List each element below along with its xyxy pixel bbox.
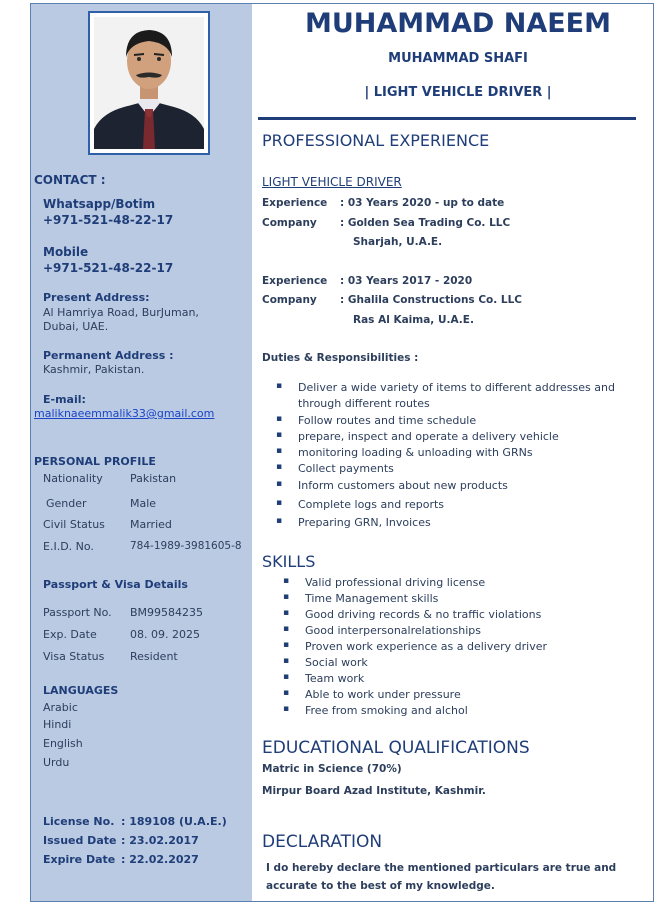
experience-heading: PROFESSIONAL EXPERIENCE xyxy=(262,131,490,150)
education-heading: EDUCATIONAL QUALIFICATIONS xyxy=(262,738,530,758)
profile-label-civil-status: Civil Status xyxy=(43,518,105,531)
profile-photo xyxy=(88,11,210,155)
language-item: Hindi xyxy=(43,718,72,731)
job1-exp-value: : 03 Years 2020 - up to date xyxy=(340,197,505,209)
skill-item: ▪ Able to work under pressure xyxy=(305,688,547,704)
job1-company-value: : Golden Sea Trading Co. LLC xyxy=(340,217,511,229)
permanent-address-label: Permanent Address : xyxy=(43,349,174,362)
portrait-image xyxy=(94,17,204,149)
skill-item: ▪ Free from smoking and alchol xyxy=(305,704,547,720)
passport-value-exp: 08. 09. 2025 xyxy=(130,628,200,641)
education-degree: Matric in Science (70%) xyxy=(262,763,402,775)
full-name: MUHAMMAD NAEEM xyxy=(305,8,611,39)
profile-value-nationality: Pakistan xyxy=(130,472,177,485)
duty-item: ▪ Inform customers about new products xyxy=(298,479,615,498)
whatsapp-number[interactable]: +971-521-48-22-17 xyxy=(43,213,174,227)
header-divider xyxy=(258,117,636,120)
license-value-expire: : 22.02.2027 xyxy=(121,853,199,866)
job-title: | LIGHT VEHICLE DRIVER | xyxy=(364,85,552,100)
contact-heading: CONTACT : xyxy=(34,173,106,187)
language-item: English xyxy=(43,737,83,750)
passport-value-visa: Resident xyxy=(130,650,178,663)
skill-item: ▪ Social work xyxy=(305,656,547,672)
skills-list xyxy=(305,576,547,720)
skill-item: ▪ Valid professional driving license xyxy=(305,576,547,592)
license-label-expire: Expire Date xyxy=(43,853,116,866)
job1-exp-label: Experience xyxy=(262,197,328,209)
skill-item: ▪ Proven work experience as a delivery driver xyxy=(305,640,547,656)
job1-company-label: Company xyxy=(262,217,317,229)
duty-item: ▪ monitoring loading & unloading with GRNs xyxy=(298,446,615,462)
profile-label-gender: Gender xyxy=(46,497,87,510)
skill-item: ▪ Time Management skills xyxy=(305,592,547,608)
profile-value-civil-status: Married xyxy=(130,518,172,531)
skill-item: ▪ Team work xyxy=(305,672,547,688)
personal-profile-heading: PERSONAL PROFILE xyxy=(34,455,156,468)
passport-heading: Passport & Visa Details xyxy=(43,578,188,591)
duty-item: ▪ Deliver a wide variety of items to different addresses and xyxy=(298,381,615,397)
job2-exp-value: : 03 Years 2017 - 2020 xyxy=(340,275,473,287)
duties-list xyxy=(298,381,615,532)
license-value-issued: : 23.02.2017 xyxy=(121,834,199,847)
declaration-line2: accurate to the best of my knowledge. xyxy=(266,880,495,892)
skills-heading: SKILLS xyxy=(262,552,316,571)
duties-heading: Duties & Responsibilities : xyxy=(262,352,419,364)
languages-heading: LANGUAGES xyxy=(43,684,119,697)
profile-label-nationality: Nationality xyxy=(43,472,103,485)
mobile-number[interactable]: +971-521-48-22-17 xyxy=(43,261,174,275)
duty-item: ▪ Collect payments xyxy=(298,462,615,479)
language-item: Urdu xyxy=(43,756,70,769)
father-name: MUHAMMAD SHAFI xyxy=(388,51,528,66)
email-link[interactable]: maliknaeemmalik33@gmail.com xyxy=(34,407,215,420)
job2-exp-label: Experience xyxy=(262,275,328,287)
language-item: Arabic xyxy=(43,701,78,714)
role-title: LIGHT VEHICLE DRIVER xyxy=(262,175,402,189)
duty-item: ▪ prepare, inspect and operate a delivery vehicle xyxy=(298,430,615,446)
skill-item: ▪ Good driving records & no traffic violations xyxy=(305,608,547,624)
skill-item: ▪ Good interpersonalrelationships xyxy=(305,624,547,640)
duty-item: ▪ Preparing GRN, Invoices xyxy=(298,516,615,532)
whatsapp-label: Whatsapp/Botim xyxy=(43,197,156,211)
profile-value-gender: Male xyxy=(130,497,157,510)
job1-location: Sharjah, U.A.E. xyxy=(353,236,443,248)
duty-continuation xyxy=(298,397,615,414)
job2-company-label: Company xyxy=(262,294,317,306)
mobile-label: Mobile xyxy=(43,245,89,259)
education-board: Mirpur Board Azad Institute, Kashmir. xyxy=(262,785,486,797)
duty-item: ▪ Follow routes and time schedule xyxy=(298,414,615,430)
passport-label-number: Passport No. xyxy=(43,606,112,619)
profile-value-eid: 784-1989-3981605-8 xyxy=(130,540,242,552)
permanent-address: Kashmir, Pakistan. xyxy=(43,363,145,376)
passport-label-exp: Exp. Date xyxy=(43,628,97,641)
declaration-heading: DECLARATION xyxy=(262,832,383,852)
license-value-number: : 189108 (U.A.E.) xyxy=(121,815,227,828)
declaration-line1: I do hereby declare the mentioned particulars are true and xyxy=(266,862,617,874)
profile-label-eid: E.I.D. No. xyxy=(43,540,94,553)
job2-company-value: : Ghalila Constructions Co. LLC xyxy=(340,294,522,306)
passport-label-visa: Visa Status xyxy=(43,650,105,663)
job2-location: Ras Al Kaima, U.A.E. xyxy=(353,314,474,326)
duty-continuation-text: through different routes xyxy=(298,397,430,410)
email-label: E-mail: xyxy=(43,393,86,406)
present-address-line1: Al Hamriya Road, BurJuman, xyxy=(43,306,199,319)
license-label-number: License No. xyxy=(43,815,115,828)
passport-value-number: BM99584235 xyxy=(130,606,204,619)
duty-item: ▪ Complete logs and reports xyxy=(298,498,615,516)
present-address-label: Present Address: xyxy=(43,291,150,304)
license-label-issued: Issued Date xyxy=(43,834,117,847)
present-address-line2: Dubai, UAE. xyxy=(43,320,109,333)
